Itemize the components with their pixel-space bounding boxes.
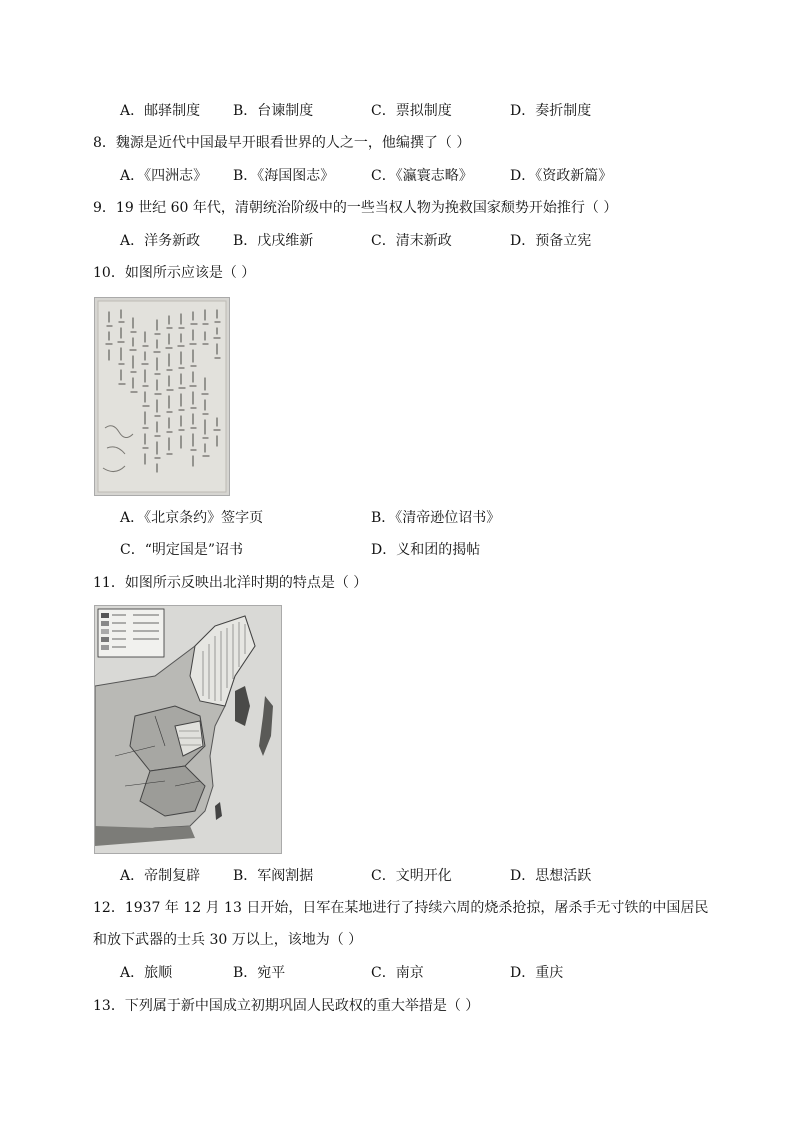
q11-option-c: C．文明开化 (371, 868, 452, 884)
q12-option-d: D．重庆 (510, 965, 564, 981)
q12-option-c: C．南京 (371, 965, 424, 981)
q8-option-c: C．《瀛寰志略》 (371, 168, 473, 184)
q8-option-b: B．《海国图志》 (233, 168, 335, 184)
q11-option-a: A．帝制复辟 (120, 868, 201, 884)
q12-option-a: A．旅顺 (120, 965, 173, 981)
q8-option-a: A．《四洲志》 (120, 168, 208, 184)
q9-stem: 9．19 世纪 60 年代，清朝统治阶级中的一些当权人物为挽救国家颓势开始推行（ ） (93, 200, 618, 216)
warlord-map-image (94, 605, 282, 854)
q10-option-d: D．义和团的揭帖 (371, 542, 481, 558)
q12-stem-line2: 和放下武器的士兵 30 万以上，该地为（ ） (93, 932, 363, 948)
q7-option-d: D．奏折制度 (510, 103, 592, 119)
q9-option-c: C．清末新政 (371, 233, 452, 249)
q9-option-a: A．洋务新政 (120, 233, 201, 249)
q11-option-b: B．军阀割据 (233, 868, 314, 884)
q11-option-d: D．思想活跃 (510, 868, 592, 884)
q7-option-b: B．台谏制度 (233, 103, 314, 119)
q10-option-c: C．“明定国是”诏书 (120, 542, 244, 558)
q8-stem: 8．魏源是近代中国最早开眼看世界的人之一，他编撰了（ ） (93, 135, 471, 151)
q12-option-b: B．宛平 (233, 965, 286, 981)
manuscript-image (94, 297, 230, 496)
q12-stem-line1: 12．1937 年 12 月 13 日开始，日军在某地进行了持续六周的烧杀抢掠，屠杀手无寸铁的中国居民 (93, 900, 709, 916)
q7-option-c: C．票拟制度 (371, 103, 452, 119)
q9-option-d: D．预备立宪 (510, 233, 592, 249)
q9-option-b: B．戊戌维新 (233, 233, 314, 249)
q8-option-d: D．《资政新篇》 (510, 168, 613, 184)
q10-option-b: B．《清帝逊位诏书》 (371, 510, 501, 526)
q10-stem: 10．如图所示应该是（ ） (93, 265, 256, 281)
q7-option-a: A．邮驿制度 (120, 103, 201, 119)
q10-option-a: A．《北京条约》签字页 (120, 510, 264, 526)
q11-stem: 11．如图所示反映出北洋时期的特点是（ ） (93, 575, 368, 591)
q13-stem: 13．下列属于新中国成立初期巩固人民政权的重大举措是（ ） (93, 998, 480, 1014)
